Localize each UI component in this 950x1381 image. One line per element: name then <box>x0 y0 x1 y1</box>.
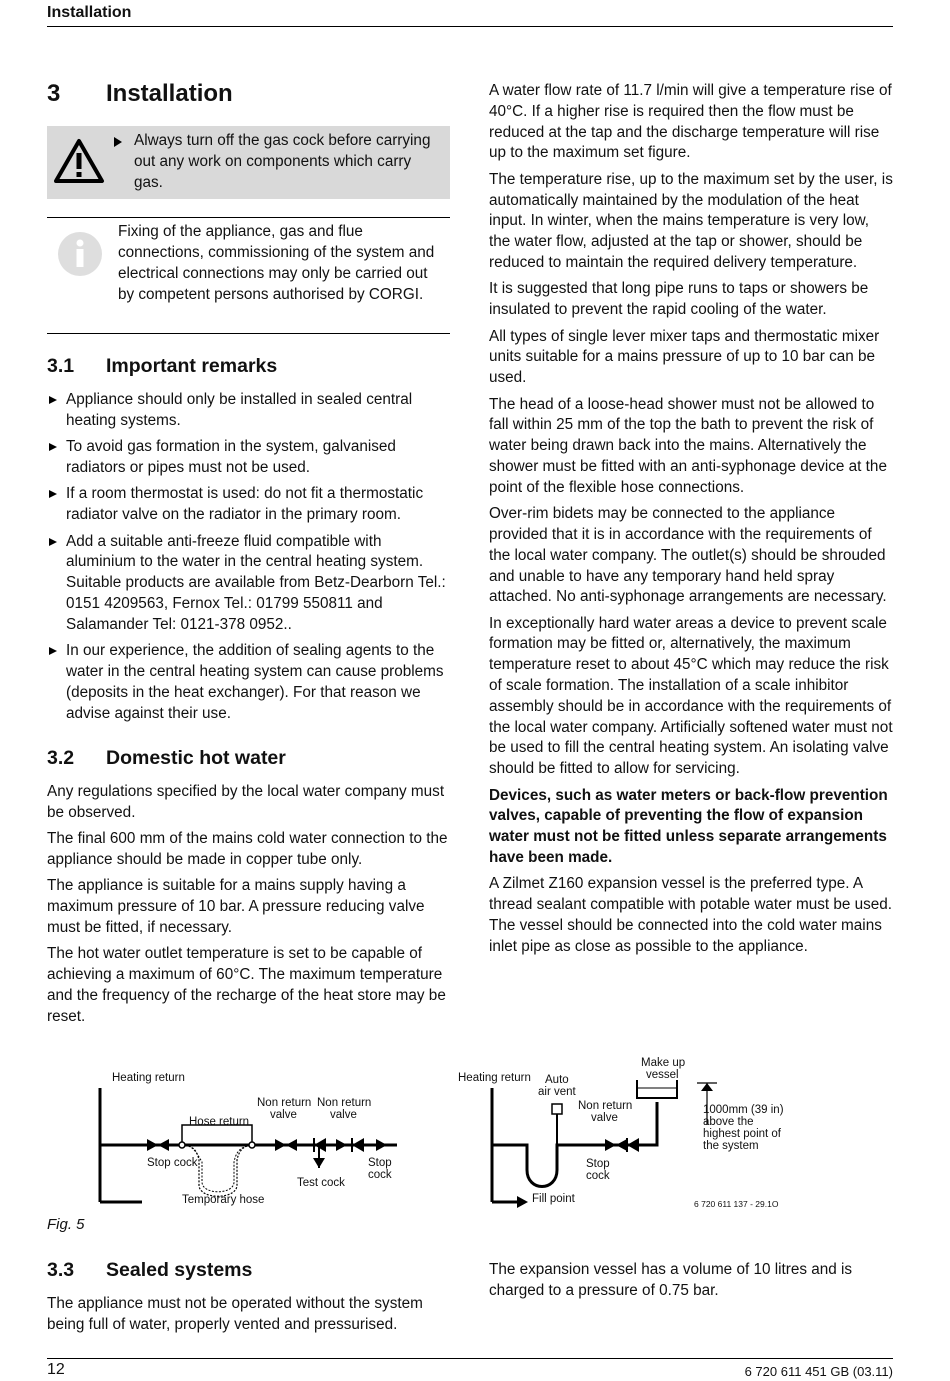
domestic-hot-water-left-column <box>47 782 451 1033</box>
label-non-return-valve-2: Non return <box>317 1097 372 1109</box>
label-make-up-vessel-b: vessel <box>646 1069 679 1081</box>
label-stop-cock-right: Stop <box>368 1157 392 1169</box>
section-heading <box>47 80 447 110</box>
paragraph: Any regulations specified by the local water company must be observed. <box>47 783 445 821</box>
paragraph: In exceptionally hard water areas a device to prevent scale formation may be fitted or, alternatively, the maximum temperature reset to about 45°C which may reduce the risk of scale formation. The installation of a scale inhibitor assembly should be in accordance with the requirements of the local water company. Artificially softened water must not be used to fill the central heating system. An isolating valve should be fitted to allow for servicing. <box>489 614 893 778</box>
label-non-return-valve-right: Non return <box>578 1100 633 1112</box>
subsection-title: Important remarks <box>106 355 278 377</box>
info-text: Fixing of the appliance, gas and flue connections, commissioning of the system and electrical connections may only be carried out by competent persons authorised by CORGI. <box>118 223 435 303</box>
bold-warning-paragraph: Devices, such as water meters or back-flow prevention valves, capable of preventing the flow of expansion water must not be fitted unless separate arrangements have been made. <box>489 786 888 867</box>
subsection-heading-3-2 <box>47 747 447 773</box>
sealed-systems-right <box>489 1260 893 1307</box>
figure-caption: Fig. 5 <box>47 1216 85 1233</box>
footer-rule <box>47 1358 893 1359</box>
info-icon <box>57 231 103 282</box>
paragraph: The appliance is suitable for a mains supply having a maximum pressure of 10 bar. A pressure reducing valve must be fitted, if necessary. <box>47 877 425 936</box>
subsection-number: 3.2 <box>47 747 75 769</box>
subsection-heading-3-3 <box>47 1259 447 1285</box>
label-hose-return: Hose return <box>189 1116 250 1128</box>
list-item: To avoid gas formation in the system, galvanised radiators or pipes must not be used. <box>47 437 451 479</box>
label-height-above-system: 1000mm (39 in) <box>703 1104 784 1116</box>
label-fill-point: Fill point <box>532 1193 575 1205</box>
info-rule-top <box>47 217 450 218</box>
warning-text: Always turn off the gas cock before carrying out any work on components which carry gas. <box>134 132 431 191</box>
subsection-number: 3.1 <box>47 355 75 377</box>
label-non-return-valve-1b: valve <box>270 1109 297 1121</box>
list-item: If a room thermostat is used: do not fit a thermostatic radiator valve on the radiator in the primary room. <box>47 484 451 526</box>
header-rule <box>47 26 893 27</box>
subsection-number: 3.3 <box>47 1259 75 1281</box>
paragraph: All types of single lever mixer taps and thermostatic mixer units suitable for a mains pressure of up to 10 bar can be used. <box>489 327 880 387</box>
label-make-up-vessel: Make up <box>641 1057 686 1069</box>
label-height-above-system-c: highest point of <box>703 1128 782 1140</box>
label-stop-cock-left: Stop cock <box>147 1157 198 1169</box>
paragraph: A water flow rate of 11.7 l/min will give a temperature rise of 40°C. If a higher rise is required then the flow must be reduced at the tap and the discharge temperature will rise up to the maximum set figure. <box>489 82 892 162</box>
paragraph: A Zilmet Z160 expansion vessel is the preferred type. A thread sealant compatible with potable water must be used. The vessel should be connected into the cold water mains inlet pipe as close as possible to the appliance. <box>489 875 893 955</box>
label-non-return-valve-2b: valve <box>330 1109 357 1121</box>
label-stop-cock-right-diagram: Stop <box>586 1158 610 1170</box>
list-item: Appliance should only be installed in sealed central heating systems. <box>47 390 451 432</box>
warning-triangle-icon <box>53 138 105 189</box>
important-remarks-list <box>47 390 451 724</box>
info-rule-bottom <box>47 333 450 334</box>
warning-box <box>47 126 450 199</box>
running-header: Installation <box>47 4 132 21</box>
label-heating-return-left: Heating return <box>112 1072 185 1084</box>
label-non-return-valve-1: Non return <box>257 1097 312 1109</box>
paragraph: Over-rim bidets may be connected to the appliance provided that it is in accordance with the requirements of the local water company. The outlet(s) should be shrouded and unable to have any temporary hand held spray attached. No anti-syphonage arrangements are necessary. <box>489 505 887 606</box>
section-title: Installation <box>106 80 233 107</box>
paragraph: The head of a loose-head shower must not be allowed to fall within 25 mm of the top the bath to prevent the risk of water being drawn back into the mains. Alternatively the shower must be fitted with an anti-syphonage device at the point of the flexible hose connections. <box>489 395 887 496</box>
label-non-return-valve-right-b: valve <box>591 1112 618 1124</box>
subsection-title: Domestic hot water <box>106 747 286 769</box>
paragraph: The final 600 mm of the mains cold water connection to the appliance should be made in copper tube only. <box>47 830 448 868</box>
document-code: 6 720 611 451 GB (03.11) <box>744 1364 893 1379</box>
paragraph: The temperature rise, up to the maximum set by the user, is automatically maintained by the modulation of the heat input. In winter, when the mains temperature is very low, the water flow, adjusted at the tap or shower, should be reduced to maintain the required delivery temperature. <box>489 170 893 271</box>
important-remarks-list-wrap <box>47 390 451 730</box>
domestic-hot-water-right-column <box>489 81 893 963</box>
subsection-title: Sealed systems <box>106 1259 253 1281</box>
paragraph: The appliance must not be operated without the system being full of water, properly vented and pressurised. <box>47 1295 423 1333</box>
label-auto-air-vent-b: air vent <box>538 1086 576 1098</box>
sealed-systems-left <box>47 1294 451 1341</box>
subsection-heading-3-1 <box>47 355 447 381</box>
label-height-above-system-b: above the <box>703 1116 754 1128</box>
figure-code: 6 720 611 137 - 29.1O <box>694 1199 779 1209</box>
list-item: Add a suitable anti-freeze fluid compatible with aluminium to the water in the central heating system. Suitable products are available from Betz-Dearborn Tel.: 0151 4209563, Fernox Tel.: 01799 550811 and Salamander Tel: 0121-378 0952.. <box>47 532 451 636</box>
label-stop-cock-right-diagram-b: cock <box>586 1170 610 1182</box>
label-auto-air-vent: Auto <box>545 1074 569 1086</box>
warning-text-block <box>113 130 433 193</box>
paragraph: The expansion vessel has a volume of 10 litres and is charged to a pressure of 0.75 bar. <box>489 1261 853 1299</box>
label-stop-cock-right-b: cock <box>368 1169 392 1181</box>
label-height-above-system-d: the system <box>703 1140 759 1152</box>
section-number: 3 <box>47 80 61 107</box>
label-test-cock: Test cock <box>297 1177 345 1189</box>
paragraph: It is suggested that long pipe runs to taps or showers be insulated to prevent the rapid cooling of the water. <box>489 280 869 319</box>
page-number: 12 <box>47 1361 65 1378</box>
label-heating-return-right: Heating return <box>458 1072 531 1084</box>
label-temporary-hose: Temporary hose <box>182 1194 265 1206</box>
paragraph: The hot water outlet temperature is set to be capable of achieving a maximum of 60°C. The maximum temperature and the frequency of the recharge of the heat store may be reset. <box>47 945 446 1025</box>
figure-5-diagram <box>47 1050 807 1215</box>
bullet-arrow-icon <box>113 130 123 157</box>
list-item: In our experience, the addition of sealing agents to the water in the central heating system can cause problems (deposits in the heat exchanger). For that reason we advise against their use. <box>47 641 451 724</box>
